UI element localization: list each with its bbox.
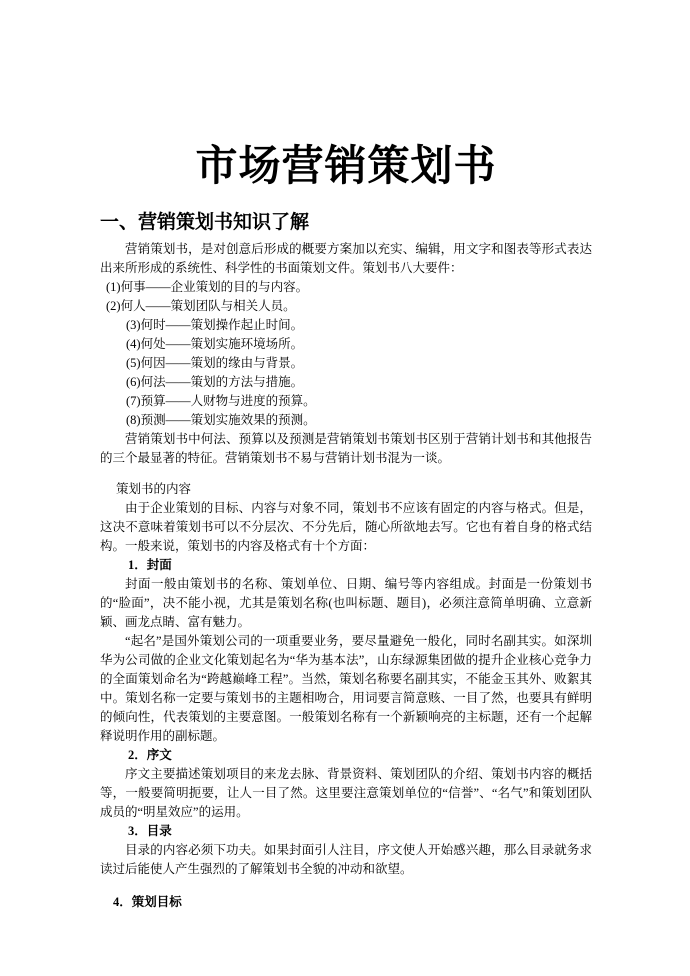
topic-heading: 4．策划目标: [113, 895, 182, 910]
document-title: 市场营销策划书: [195, 144, 497, 190]
list-item: (7)预算——人财物与进度的预算。: [126, 394, 316, 409]
list-item: (5)何因——策划的缘由与背景。: [126, 356, 304, 371]
list-item: (4)何处——策划实施环境场所。: [126, 337, 304, 352]
paragraph: 封面一般由策划书的名称、策划单位、日期、编号等内容组成。封面是一份策划书的“脸面”，决不能小视，尤其是策划名称(也叫标题、题目)，必须注意简单明确、立意新颖、画龙点睛、富有魅力。: [100, 577, 592, 630]
list-item: (3)何时——策划操作起止时间。: [126, 318, 304, 333]
paragraph: 序文主要描述策划项目的来龙去脉、背景资料、策划团队的介绍、策划书内容的概括等，一般要简明扼要，让人一目了然。这里要注意策划单位的“信誉”、“名气”和策划团队成员的“明星效应”的运用。: [100, 767, 592, 820]
paragraph: 营销策划书，是对创意后形成的概要方案加以充实、编辑，用文字和图表等形式表达出来所形成的系统性、科学性的书面策划文件。策划书八大要件：: [100, 242, 592, 276]
paragraph: 营销策划书中何法、预算以及预测是营销策划书策划书区别于营销计划书和其他报告的三个最显著的特征。营销策划书不易与营销计划书混为一谈。: [100, 432, 592, 466]
paragraph: 由于企业策划的目标、内容与对象不同，策划书不应该有固定的内容与格式。但是，这决不意味着策划书可以不分层次、不分先后，随心所欲地去写。它也有着自身的格式结构。一般来说，策划书的内容及格式有十个方面：: [100, 501, 592, 554]
paragraph: “起名”是国外策划公司的一项重要业务，要尽量避免一般化，同时名副其实。如深圳华为公司做的企业文化策划起名为“华为基本法”，山东绿源集团做的提升企业核心竞争力的全面策划命名为“跨越巅峰工程”。当然，策划名称要名副其实，不能金玉其外、败絮其中。策划名称一定要与策划书的主题相吻合，用词要言简意赅、一目了然，也要具有鲜明的倾向性，代表策划的主要意图。一般策划名称有一个新颖响亮的主标题，还有一个起解释说明作用的副标题。: [100, 634, 592, 744]
list-item: (8)预测——策划实施效果的预测。: [126, 413, 316, 428]
list-item: (1)何事——企业策划的目的与内容。: [106, 280, 309, 295]
list-item: (2)何人——策划团队与相关人员。: [106, 299, 296, 314]
paragraph: 目录的内容必须下功夫。如果封面引人注目，序文使人开始感兴趣，那么目录就务求读过后能使人产生强烈的了解策划书全貌的冲动和欲望。: [100, 843, 592, 877]
numbered-heading: 1．封面: [128, 558, 172, 573]
sub-heading: 策划书的内容: [116, 482, 192, 497]
numbered-heading: 3．目录: [128, 824, 172, 839]
numbered-heading: 2．序文: [128, 748, 172, 763]
list-item: (6)何法——策划的方法与措施。: [126, 375, 304, 390]
section-heading: 一、营销策划书知识了解: [100, 212, 310, 234]
document-content: [100, 212, 592, 912]
